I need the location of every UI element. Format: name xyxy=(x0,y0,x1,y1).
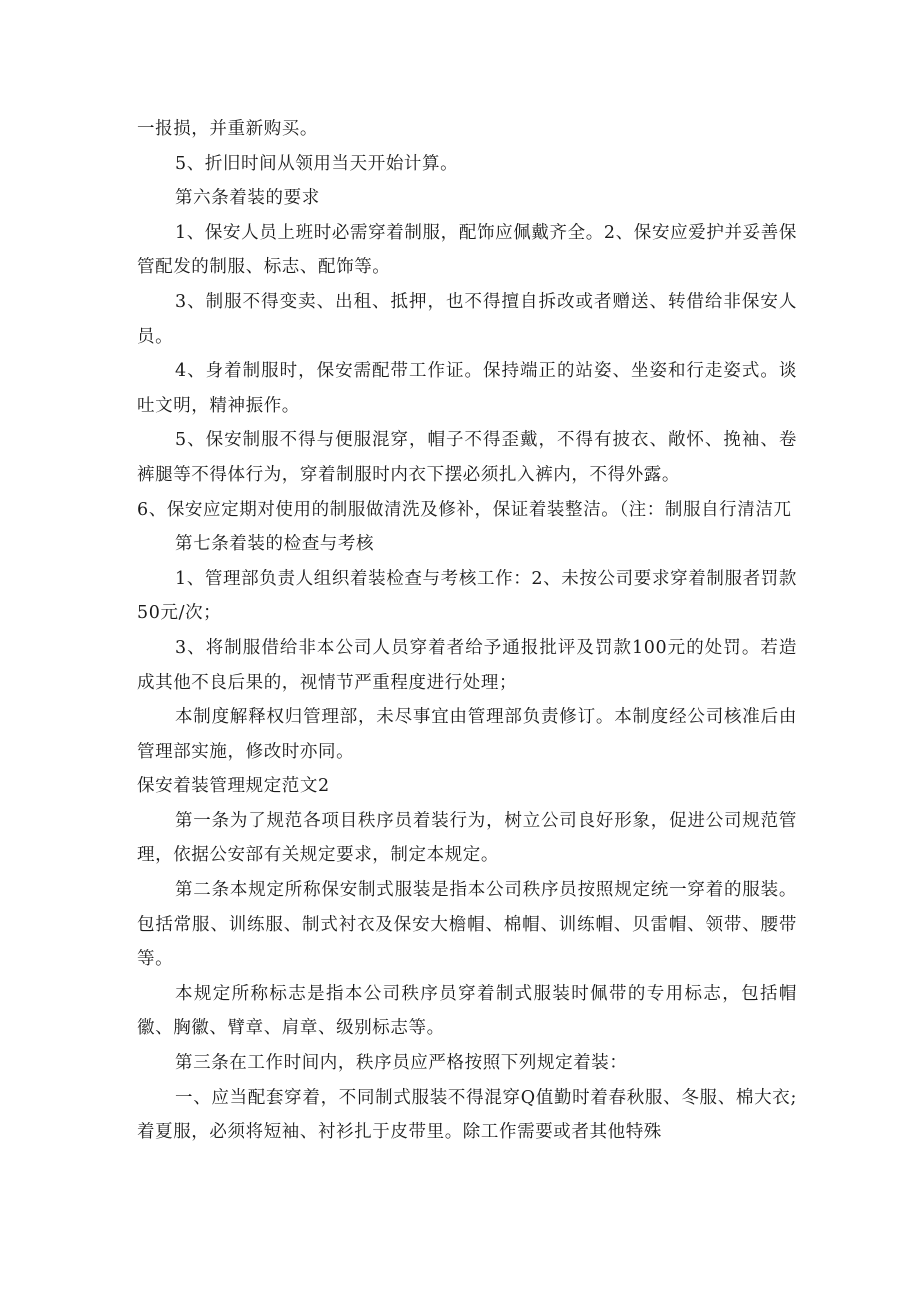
paragraph: 1、管理部负责人组织着装检查与考核工作：2、未按公司要求穿着制服者罚款50元/次； xyxy=(137,568,797,624)
paragraph: 第一条为了规范各项目秩序员着装行为，树立公司良好形象，促进公司规范管理，依据公安部有关规定要求，制定本规定。 xyxy=(137,810,797,866)
section-heading: 第六条着装的要求 xyxy=(175,188,320,209)
document-body xyxy=(137,112,797,1150)
paragraph: 3、将制服借给非本公司人员穿着者给予通报批评及罚款100元的处罚。若造成其他不良后果的，视情节严重程度进行处理； xyxy=(137,637,797,693)
paragraph: 4、身着制服时，保安需配带工作证。保持端正的站姿、坐姿和行走姿式。谈吐文明，精神振作。 xyxy=(137,361,797,416)
paragraph: 本规定所称标志是指本公司秩序员穿着制式服装时佩带的专用标志，包括帽徽、胸徽、臂章、肩章、级别标志等。 xyxy=(137,983,797,1039)
paragraph: 一、应当配套穿着，不同制式服装不得混穿Q值勤时着春秋服、冬服、棉大衣;着夏服，必须将短袖、衬衫扎于皮带里。除工作需要或者其他特殊 xyxy=(137,1087,797,1143)
paragraph: 1、保安人员上班时必需穿着制服，配饰应佩戴齐全。2、保安应爱护并妥善保管配发的制服、标志、配饰等。 xyxy=(137,222,797,278)
document-title: 保安着装管理规定范文2 xyxy=(137,776,330,797)
paragraph: 5、折旧时间从领用当天开始计算。 xyxy=(175,153,459,174)
paragraph: 第三条在工作时间内，秩序员应严格按照下列规定着装： xyxy=(175,1053,628,1074)
paragraph: 本制度解释权归管理部，未尽事宜由管理部负责修订。本制度经公司核准后由管理部实施，修改时亦同。 xyxy=(137,707,797,762)
paragraph: 第二条本规定所称保安制式服装是指本公司秩序员按照规定统一穿着的服装。包括常服、训练服、制式衬衣及保安大檐帽、棉帽、训练帽、贝雷帽、领带、腰带等。 xyxy=(137,880,797,970)
paragraph: 5、保安制服不得与便服混穿，帽子不得歪戴，不得有披衣、敞怀、挽袖、卷裤腿等不得体行为，穿着制服时内衣下摆必须扎入裤内，不得外露。 xyxy=(137,430,797,485)
section-heading: 第七条着装的检查与考核 xyxy=(175,534,375,555)
paragraph: 3、制服不得变卖、出租、抵押，也不得擅自拆改或者赠送、转借给非保安人员。 xyxy=(137,291,797,347)
paragraph: 一报损，并重新购买。 xyxy=(137,119,318,139)
paragraph: 6、保安应定期对使用的制服做清洗及修补，保证着装整洁。（注：制服自行清洁兀 xyxy=(137,499,792,520)
